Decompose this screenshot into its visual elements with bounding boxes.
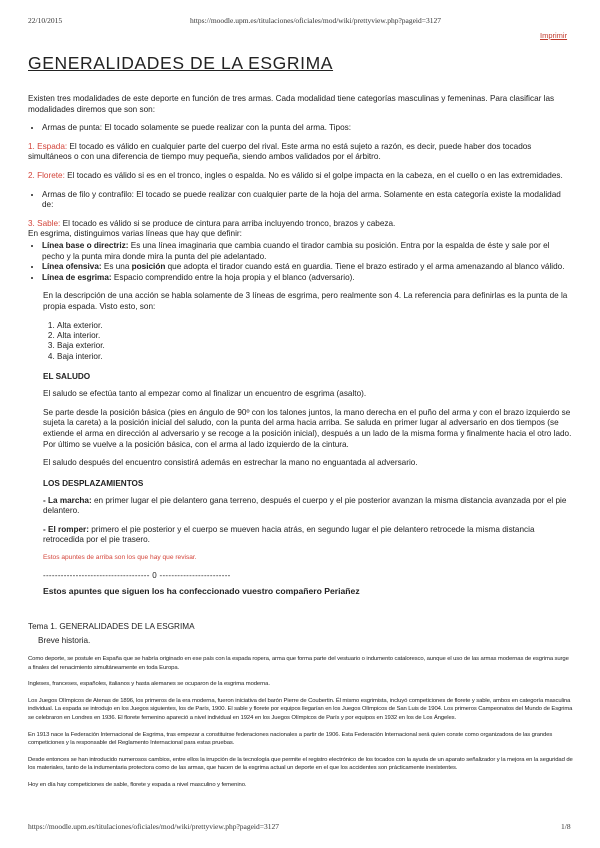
espada-text: El tocado es válido en cualquier parte del cuerpo del rival. Este arma no está sujeto a razón, es decir, puede haber dos tocados simultáneos o con una diferencia de tiempo muy pequeña, siendo ambos validados por el árbitro. (28, 141, 532, 162)
page-number: 1/8 (561, 822, 571, 831)
history-paragraph: En 1913 nace la Federación Internacional de Esgrima, tras empezar a constituirse federaciones nacionales a partir de 1906. Esta Federación Internacional será quien conste como organizadora de las grandes competiciones y la responsable del Reglamento Internacional para estas pruebas. (28, 731, 553, 747)
line-term: Línea de esgrima: (42, 272, 112, 282)
bullet-armas-punta: • Armas de punta: El tocado solamente se puede realizar con la punta del arma. Tipos: (42, 123, 573, 134)
history-paragraph: Hoy en día hay competiciones de sable, florete y espada a nivel masculino y femenino. (28, 782, 247, 788)
marcha-text: en primer lugar el pie delantero gana terreno, después el cuerpo y el pie posterior avanzan la misma distancia avanzada por el pie delantero. (43, 495, 567, 516)
florete-paragraph (28, 171, 573, 182)
marcha-paragraph (43, 496, 573, 517)
print-link[interactable]: Imprimir (540, 31, 568, 40)
line-desc: Es una (101, 262, 132, 272)
list-item: 4. Baja interior. (57, 352, 573, 362)
lines-description: En la descripción de una acción se habla solamente de 3 líneas de esgrima, pero realmente son 4. La referencia para definirlas es la punta de la propia espada. Visto esto, son: (43, 291, 568, 311)
list-item: 2. Alta interior. (57, 331, 573, 341)
history-paragraph: Como deporte, se postule en España que se habría originado en ese país con la espada ropera, arma que forma parte del vestuario o indumento cataloresco, aunque el uso de las armas modernas de esgrima surge a finales del renacimiento simultáneamente en toda Europa. (28, 656, 569, 671)
saludo-paragraph-1: El saludo se efectúa tanto al empezar como al finalizar un encuentro de esgrima (asalto). (43, 389, 367, 399)
line-term: Línea base o directriz: (42, 240, 129, 250)
sable-paragraph (28, 219, 573, 230)
romper-paragraph (43, 525, 573, 546)
romper-text: primero el pie posterior y el cuerpo se mueven hacia atrás, en segundo lugar el pie delantero retrocede la misma distancia retrocedida por el pie trasero. (43, 524, 535, 545)
review-note: Estos apuntes de arriba son los que hay que revisar. (43, 554, 197, 562)
saludo-heading: EL SALUDO (43, 372, 91, 382)
credit-line: Estos apuntes que siguen los ha confeccionado vuestro compañero Periañez (43, 586, 360, 597)
history-paragraph: Ingleses, franceses, españoles, italianos y hasta alemanes se ocuparon de la esgrima moderna. (28, 681, 270, 688)
breve-historia-heading: Breve historia. (38, 636, 91, 646)
history-paragraph: Los Juegos Olímpicos de Atenas de 1896, los primeros de la era moderna, fueron iniciativa del barón Pierre de Coubertin. Él mismo esgrimista, incluyó competiciones de florete y sable, ambos en categoría masculina individual. La espada se introdujo en los Juegos siguientes, los de París, 1900. El sable y florete por equipos llegarían en los Juegos Olímpicos de San Luis de 1904. Los primeros Campeonatos del Mundo de Esgrima se celebraron en Londres en 1936. El florete femenino apareció a nivel individual en 1924 en los Juegos Olímpicos de París y por equipos en 1932 en los de Los Ángeles. (28, 697, 573, 722)
line-desc: que adopta el tirador cuando está en guardia. Tiene el brazo estirado y el arma amenazando al blanco válido. (165, 262, 565, 272)
page-title: GENERALIDADES DE LA ESGRIMA (28, 53, 334, 73)
list-item: 1. Alta exterior. (57, 321, 573, 331)
saludo-paragraph-2: Se parte desde la posición básica (pies en ángulo de 90º con los talones juntos, la mano derecha en el puño del arma y con el brazo izquierdo se sujeta la careta) a la posición inicial del saludo, con la punta del arma hacia arriba. Se saluda en primer lugar al adversario en dos tiempos (se extiende el arma en dirección al adversario y se recoge a la posición inicial), después a un lado de la misma forma y finalmente hacia el otro lado. Por último se vuelve a la posición básica, con el arma al lado izquierdo de la cintura. (43, 407, 572, 449)
lines-list (28, 241, 573, 283)
weapons-list-punta (28, 123, 573, 134)
list-item (42, 262, 573, 273)
header-url: https://moodle.upm.es/titulaciones/oficiales/mod/wiki/prettyview.php?pageid=3127 (190, 16, 441, 25)
espada-label: 1. Espada: (28, 141, 68, 151)
weapons-list-filo (28, 190, 573, 211)
saludo-paragraph-3: El saludo después del encuentro consistirá además en estrechar la mano no enguantada al adversario. (43, 458, 418, 468)
wiki-page-content (28, 53, 573, 798)
line-term: Línea ofensiva: (42, 262, 102, 272)
bullet-armas-filo: • Armas de filo y contrafilo: El tocado se puede realizar con cualquier parte de la hoja del arma. Solamente en esta categoría existe la modalidad de: (42, 190, 573, 211)
separator-line: ------------------------------------ 0 ------------------------ (43, 571, 231, 581)
line-term-2: posición (131, 262, 166, 272)
list-item (42, 273, 573, 284)
line-desc: Espacio comprendido entre la hoja propia y el blanco (adversario). (111, 272, 355, 282)
marcha-term: - La marcha: (43, 495, 92, 505)
line-types-list (43, 321, 573, 363)
desplazamientos-heading: LOS DESPLAZAMIENTOS (43, 478, 144, 488)
florete-label: 2. Florete: (28, 170, 65, 180)
print-date: 22/10/2015 (28, 16, 63, 25)
history-paragraph: Desde entonces se han introducido numerosos cambios, entre ellos la irrupción de la tecnología que permite el registro electrónico de los tocados con la ayuda de un aparato señalizador y la mejora en la seguridad de los materiales, tanto de la indumentaria protectora como de las armas, que hacen de la esgrima actual un deporte en el que los accidentes son prácticamente inexistentes. (28, 756, 573, 772)
list-item (42, 241, 573, 262)
lines-intro: En esgrima, distinguimos varias líneas que hay que definir: (28, 229, 242, 239)
romper-term: - El romper: (43, 524, 89, 534)
sable-text: El tocado es válido si se produce de cintura para arriba incluyendo tronco, brazos y cabeza. (60, 218, 396, 228)
line-desc: Es una línea imaginaria que cambia cuando el tirador cambia su posición. Entra por la espalda de éste y sale por el pecho y la punta mira donde mira la punta del pie adelantado. (42, 240, 550, 261)
footer-url: https://moodle.upm.es/titulaciones/oficiales/mod/wiki/prettyview.php?pageid=3127 (28, 822, 279, 831)
sable-label: 3. Sable: (28, 218, 61, 228)
intro-paragraph: Existen tres modalidades de este deporte en función de tres armas. Cada modalidad tiene categorías masculinas y femeninas. Para clasificar las modalidades diremos que son son: (28, 94, 555, 114)
list-item: 3. Baja exterior. (57, 341, 573, 351)
espada-paragraph (28, 142, 573, 163)
tema-heading: Tema 1. GENERALIDADES DE LA ESGRIMA (28, 622, 195, 632)
florete-text: El tocado es válido si es en el tronco, ingles o espalda. No es válido si el golpe impacta en la cabeza, en el cuello o en las extremidades. (64, 170, 563, 180)
